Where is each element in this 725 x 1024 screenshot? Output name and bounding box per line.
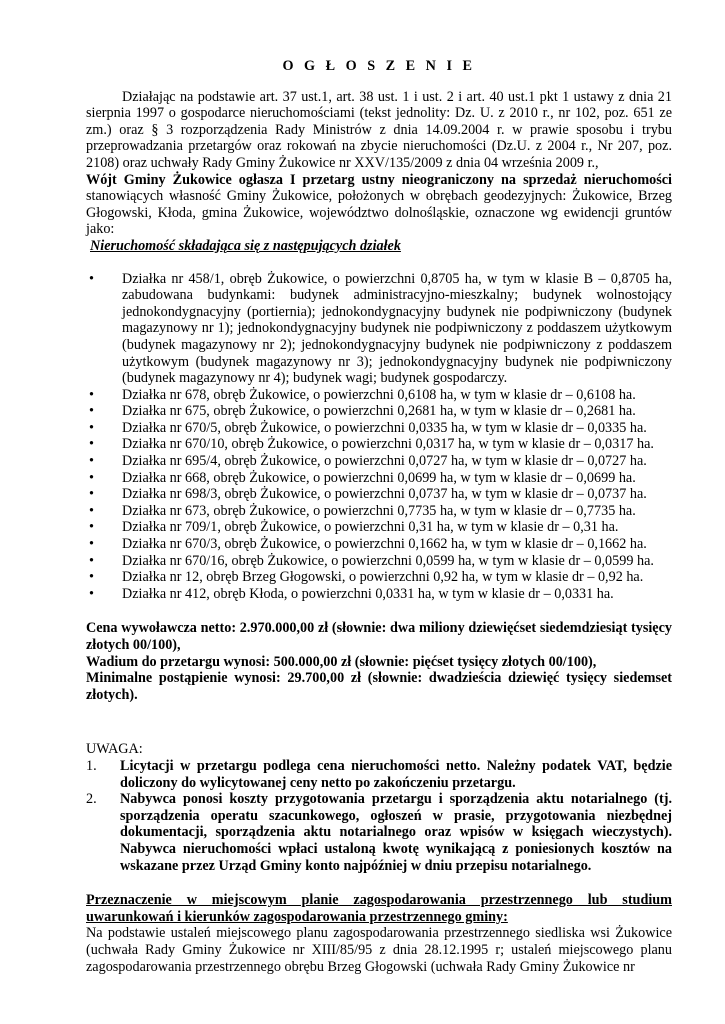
deposit-line: Wadium do przetargu wynosi: 500.000,00 zł (słownie: pięćset tysięcy złotych 00/100),	[86, 653, 597, 670]
parcel-text: Działka nr 670/3, obręb Żukowice, o powierzchni 0,1662 ha, w tym w klasie dr – 0,1662 ha.	[122, 536, 647, 553]
parcel-text: Działka nr 670/16, obręb Żukowice, o powierzchni 0,0599 ha, w tym w klasie dr – 0,0599 ha.	[122, 552, 654, 569]
parcel-text: Działka nr 675, obręb Żukowice, o powierzchni 0,2681 ha, w tym w klasie dr – 0,2681 ha.	[122, 403, 636, 420]
bullet-icon: •	[89, 469, 94, 486]
bullet-icon: •	[89, 386, 94, 403]
parcel-item	[89, 486, 672, 503]
bullet-icon: •	[89, 502, 94, 519]
note-item	[86, 791, 672, 874]
bullet-icon: •	[89, 569, 94, 586]
bullet-icon: •	[89, 419, 94, 436]
parcel-item	[89, 436, 672, 453]
note-number: 2.	[86, 791, 97, 808]
note-text: Licytacji w przetargu podlega cena nieruchomości netto. Należny podatek VAT, będzie doliczony do wylicytowanej ceny netto po zakończeniu przetargu.	[120, 757, 672, 791]
parcel-item	[89, 419, 672, 437]
purpose-paragraph: Na podstawie ustaleń miejscowego planu zagospodarowania przestrzennego siedliska wsi Żukowice (uchwała Rady Gminy Żukowice nr XIII/85/95 z dnia 28.12.1995 r; ustaleń miejscowego planu zagospodarowania przestrzennego obrębu Brzeg Głogowski (uchwała Rady Gminy Żukowice nr	[86, 925, 672, 975]
price-line: Cena wywoławcza netto: 2.970.000,00 zł (słownie: dwa miliony dziewięćset siedemdziesiąt tysięcy złotych 00/100),	[86, 620, 672, 653]
bullet-icon: •	[89, 270, 94, 287]
parcel-text: Działka nr 670/5, obręb Żukowice, o powierzchni 0,0335 ha, w tym w klasie dr – 0,0335 ha.	[122, 419, 647, 436]
parcel-text: Działka nr 412, obręb Kłoda, o powierzchni 0,0331 ha, w tym w klasie dr – 0,0331 ha.	[122, 585, 614, 602]
parcel-item	[89, 536, 672, 553]
parcel-item	[89, 453, 672, 470]
document-page	[86, 58, 672, 975]
note-text: Nabywca ponosi koszty przygotowania przetargu i sporządzenia aktu notarialnego (tj. sporządzenia operatu szacunkowego, ogłoszeń w prasie, przygotowania niezbędnej dokumentacji, sporządzenia aktu notarialnego oraz wpisów w księgach wieczystych). Nabywca nieruchomości wpłaci ustaloną kwotę wynikającą z poniesionych kosztów na wskazane przez Urząd Gminy konto najpóźniej w dniu przepisu notarialnego.	[120, 791, 672, 874]
parcel-text: Działka nr 668, obręb Żukowice, o powierzchni 0,0699 ha, w tym w klasie dr – 0,0699 ha.	[122, 469, 636, 486]
price-block	[86, 620, 672, 703]
bullet-icon: •	[89, 403, 94, 420]
bullet-icon: •	[89, 585, 94, 602]
bullet-icon: •	[89, 536, 94, 553]
announcement-bold-text: Wójt Gminy Żukowice ogłasza I przetarg ustny nieograniczony na sprzedaż nieruchomości	[86, 171, 672, 188]
parcel-item	[89, 270, 672, 387]
purpose-heading-line1: Przeznaczenie w miejscowym planie zagospodarowania przestrzennego lub studium	[86, 892, 672, 909]
uwaga-heading: UWAGA:	[86, 741, 143, 758]
parcel-text: Działka nr 678, obręb Żukowice, o powierzchni 0,6108 ha, w tym w klasie dr – 0,6108 ha.	[122, 386, 636, 403]
bullet-icon: •	[89, 486, 94, 503]
parcel-text: Działka nr 458/1, obręb Żukowice, o powierzchni 0,8705 ha, w tym w klasie B – 0,8705 ha, zabudowana budynkami: budynek administracyjno-mieszkalny; budynek wolnostojący jednokondygnacyjny (portiernia); jednokondygnacyjny budynek nie podpiwniczony (budynek magazynowy nr 1); jednokondygnacyjny budynek nie podpiwniczony z poddaszem użytkowym (budynek magazynowy nr 2); jednokondygnacyjny budynek nie podpiwniczony z poddaszem użytkowym (budynek magazynowy nr 3); jednokondygnacyjny budynek nie podpiwniczony (budynek magazynowy nr 4); budynek wagi; budynek gospodarczy.	[122, 270, 672, 387]
min-increment-line: Minimalne postąpienie wynosi: 29.700,00 zł (słownie: dwadzieścia dziewięć tysięcy siedemset złotych).	[86, 670, 672, 703]
purpose-heading-line2: uwarunkowań i kierunków zagospodarowania przestrzennego gminy:	[86, 908, 508, 925]
parcel-text: Działka nr 673, obręb Żukowice, o powierzchni 0,7735 ha, w tym w klasie dr – 0,7735 ha.	[122, 502, 636, 519]
parcel-text: Działka nr 709/1, obręb Żukowice, o powierzchni 0,31 ha, w tym w klasie dr – 0,31 ha.	[122, 519, 619, 536]
notes-list	[86, 758, 672, 874]
parcel-text: Działka nr 12, obręb Brzeg Głogowski, o powierzchni 0,92 ha, w tym w klasie dr – 0,92 ha.	[122, 569, 644, 586]
announcement-paragraph	[86, 172, 672, 238]
parcel-item	[89, 469, 672, 487]
parcel-item	[89, 519, 672, 536]
parcels-subheading: Nieruchomość składająca się z następujących działek	[90, 237, 401, 254]
note-item	[86, 757, 672, 791]
announcement-rest-text: stanowiących własność Gminy Żukowice, położonych w obrębach geodezyjnych: Żukowice, Brzeg Głogowski, Kłoda, gmina Żukowice, województwo dolnośląskie, oznaczone wg ewidencji gruntów jako:	[86, 188, 672, 238]
note-number: 1.	[86, 757, 97, 774]
bullet-icon: •	[89, 453, 94, 470]
bullet-icon: •	[89, 519, 94, 536]
parcel-item	[89, 569, 672, 586]
parcel-item	[89, 502, 672, 520]
parcel-text: Działka nr 670/10, obręb Żukowice, o powierzchni 0,0317 ha, w tym w klasie dr – 0,0317 ha.	[122, 436, 654, 453]
bullet-icon: •	[89, 436, 94, 453]
parcel-text: Działka nr 695/4, obręb Żukowice, o powierzchni 0,0727 ha, w tym w klasie dr – 0,0727 ha.	[122, 453, 647, 470]
parcel-text: Działka nr 698/3, obręb Żukowice, o powierzchni 0,0737 ha, w tym w klasie dr – 0,0737 ha.	[122, 486, 647, 503]
intro-paragraph: Działając na podstawie art. 37 ust.1, art. 38 ust. 1 i ust. 2 i art. 40 ust.1 pkt 1 ustawy z dnia 21 sierpnia 1997 o gospodarce nieruchomościami (tekst jednolity: Dz. U. z 2010 r., nr 102, poz. 651 ze zm.) oraz § 3 rozporządzenia Rady Ministrów z dnia 14.09.2004 r. w prawie sposobu i trybu przeprowadzania przetargów oraz rokowań na zbycie nieruchomości (Dz.U. z 2004 r., Nr 207, poz. 2108) oraz uchwały Rady Gminy Żukowice nr XXV/135/2009 z dnia 04 września 2009 r.,	[86, 88, 672, 171]
parcel-item	[89, 403, 672, 420]
parcel-list	[86, 271, 672, 603]
bullet-icon: •	[89, 552, 94, 569]
parcel-item	[89, 585, 672, 603]
document-title: O G Ł O S Z E N I E	[282, 58, 476, 74]
parcel-item	[89, 386, 672, 404]
parcel-item	[89, 552, 672, 570]
